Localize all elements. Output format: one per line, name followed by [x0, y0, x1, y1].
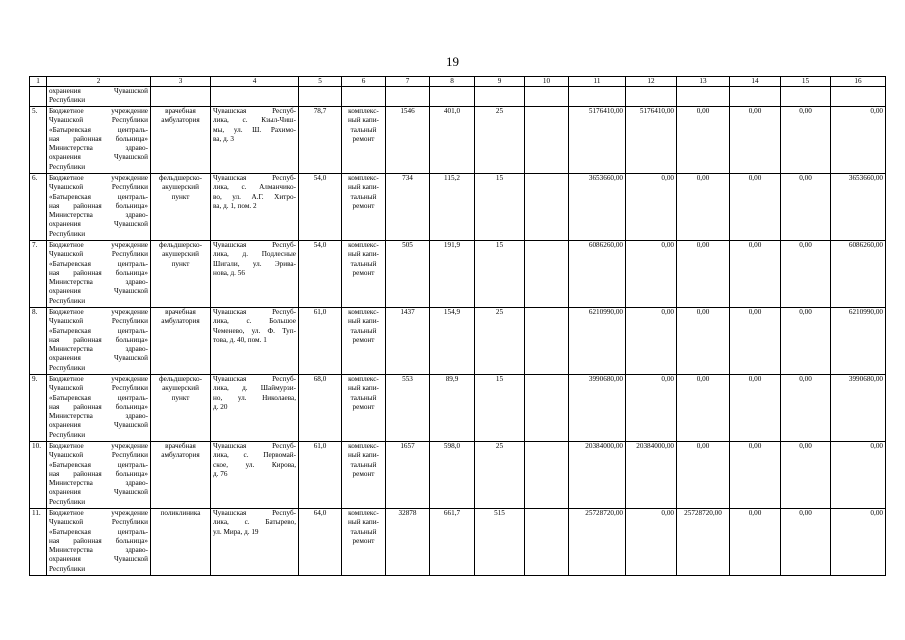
- work-type-line: тальный: [350, 326, 377, 335]
- facility-address: [211, 375, 299, 442]
- facility-address: [211, 107, 299, 174]
- facility-address-line: лика, д. Подлесные: [213, 250, 296, 259]
- work-type-line: комплекс-: [348, 375, 379, 383]
- work-type-line: ремонт: [352, 402, 375, 411]
- row-number: 6.: [30, 174, 47, 241]
- institution-name-line: охранения Чувашской: [49, 488, 148, 497]
- cell-c9: 25: [475, 442, 525, 509]
- institution-name-line: Бюджетное учреждение: [49, 174, 148, 182]
- facility-address-line: ское, ул. Кирова,: [213, 460, 296, 469]
- institution-name-line: Чувашской Республики: [49, 183, 148, 192]
- institution-name-line: «Батыревская централь-: [49, 125, 148, 134]
- institution-name-line: Бюджетное учреждение: [49, 509, 148, 517]
- cell-c8: 89,9: [430, 375, 475, 442]
- work-type-line: тальный: [350, 393, 377, 402]
- facility-type-line: врачебная: [165, 442, 196, 450]
- facility-type-line: акушерский: [162, 250, 199, 259]
- facility-type-line: амбулатория: [161, 116, 200, 125]
- column-header: 12: [626, 77, 677, 87]
- facility-type-line: поликлиника: [160, 509, 201, 517]
- cell-c15: 0,00: [781, 308, 831, 375]
- institution-name-line: Чувашской Республики: [49, 384, 148, 393]
- facility-type-line: пункт: [171, 393, 190, 402]
- facility-address-line: лика, д. Шаймурзи-: [213, 384, 296, 393]
- column-header: 10: [525, 77, 569, 87]
- institution-name-line: ная районная больница»: [49, 469, 148, 478]
- cell-c8: 401,0: [430, 107, 475, 174]
- work-type-line: тальный: [350, 259, 377, 268]
- cell-c12: 20384000,00: [626, 442, 677, 509]
- cell-c14: 0,00: [730, 107, 781, 174]
- cont-name: [47, 87, 151, 107]
- cell-c10: [525, 107, 569, 174]
- table-row: [30, 107, 886, 174]
- institution-name-line: Министерства здраво-: [49, 211, 148, 220]
- row-number: 9.: [30, 375, 47, 442]
- cell-c9: 25: [475, 107, 525, 174]
- institution-name-line: «Батыревская централь-: [49, 393, 148, 402]
- cell-c16: 0,00: [831, 509, 886, 576]
- institution-name-line: Чувашской Республики: [49, 317, 148, 326]
- cell-c10: [525, 174, 569, 241]
- cell-c13: 0,00: [677, 375, 730, 442]
- institution-name-line: охранения Чувашской: [49, 421, 148, 430]
- institution-name-line: Министерства здраво-: [49, 345, 148, 354]
- area-value: 54,0: [299, 174, 342, 241]
- work-type-line: ный капи-: [348, 250, 379, 259]
- area-value: 64,0: [299, 509, 342, 576]
- cell-c12: 0,00: [626, 174, 677, 241]
- institution-name: [47, 174, 151, 241]
- institution-name-line: ная районная больница»: [49, 402, 148, 411]
- facility-address: [211, 308, 299, 375]
- facility-address-line: Чувашская Респуб-: [213, 241, 296, 249]
- work-type: [342, 174, 386, 241]
- work-type-line: ремонт: [352, 201, 375, 210]
- column-header: 1: [30, 77, 47, 87]
- table-row: [30, 308, 886, 375]
- cont-no: [30, 87, 47, 107]
- institution-name-line: «Батыревская централь-: [49, 460, 148, 469]
- facility-address-line: Чувашская Респуб-: [213, 174, 296, 182]
- area-value: 54,0: [299, 241, 342, 308]
- cell-c15: 0,00: [781, 174, 831, 241]
- institution-name-line: охранения Чувашской: [49, 153, 148, 162]
- cell-c11: 6086260,00: [569, 241, 626, 308]
- cell-c14: 0,00: [730, 375, 781, 442]
- facility-type: [151, 308, 211, 375]
- cell-c11: 20384000,00: [569, 442, 626, 509]
- row-number: 7.: [30, 241, 47, 308]
- cell-c13: 0,00: [677, 308, 730, 375]
- cell-c10: [525, 509, 569, 576]
- cell-c7: 1546: [386, 107, 430, 174]
- facility-type-line: пункт: [171, 259, 190, 268]
- cell-c14: 0,00: [730, 308, 781, 375]
- institution-name-line: «Батыревская централь-: [49, 326, 148, 335]
- cell-c16: 6210990,00: [831, 308, 886, 375]
- cell-c15: 0,00: [781, 241, 831, 308]
- institution-name: [47, 375, 151, 442]
- facilities-table: [29, 76, 886, 576]
- institution-name-line: Республики: [49, 162, 86, 171]
- institution-name-line: Бюджетное учреждение: [49, 107, 148, 115]
- cell-c8: 598,0: [430, 442, 475, 509]
- column-header: 7: [386, 77, 430, 87]
- cell-c7: 734: [386, 174, 430, 241]
- cell-c14: 0,00: [730, 442, 781, 509]
- facility-address-line: лика, с. Кзыл-Чиш-: [213, 116, 296, 125]
- cell-c15: 0,00: [781, 107, 831, 174]
- cell-c16: 6086260,00: [831, 241, 886, 308]
- institution-name-line: ная районная больница»: [49, 201, 148, 210]
- institution-name-line: Бюджетное учреждение: [49, 442, 148, 450]
- institution-name-line: охранения Чувашской: [49, 220, 148, 229]
- facility-type-line: врачебная: [165, 107, 196, 115]
- cell-c13: 0,00: [677, 174, 730, 241]
- column-header: 6: [342, 77, 386, 87]
- column-header: 16: [831, 77, 886, 87]
- facility-address: [211, 509, 299, 576]
- cell-c7: 553: [386, 375, 430, 442]
- institution-name-line: ная районная больница»: [49, 268, 148, 277]
- facility-address-line: ва, д. 3: [213, 134, 234, 143]
- cell-c14: 0,00: [730, 509, 781, 576]
- institution-name-line: Чувашской Республики: [49, 250, 148, 259]
- cell-c10: [525, 375, 569, 442]
- cell-c11: 5176410,00: [569, 107, 626, 174]
- facility-address: [211, 442, 299, 509]
- cell-c12: 0,00: [626, 241, 677, 308]
- cell-c16: 0,00: [831, 442, 886, 509]
- column-header: 8: [430, 77, 475, 87]
- facility-address-line: д. 76: [213, 469, 228, 478]
- work-type: [342, 107, 386, 174]
- institution-name-line: охранения Чувашской: [49, 354, 148, 363]
- institution-name-line: Чувашской Республики: [49, 518, 148, 527]
- cell-c15: 0,00: [781, 375, 831, 442]
- cell-c10: [525, 308, 569, 375]
- facility-address-line: Чувашская Респуб-: [213, 375, 296, 383]
- institution-name-line: Чувашской Республики: [49, 116, 148, 125]
- work-type-line: комплекс-: [348, 509, 379, 517]
- facility-type-line: пункт: [171, 192, 190, 201]
- cell-c11: 3653660,00: [569, 174, 626, 241]
- area-value: 61,0: [299, 442, 342, 509]
- facility-address-line: лика, с. Алманчико-: [213, 183, 296, 192]
- cell-c13: 25728720,00: [677, 509, 730, 576]
- institution-name-line: охранения Чувашской: [49, 287, 148, 296]
- column-header: 2: [47, 77, 151, 87]
- work-type-line: ремонт: [352, 536, 375, 545]
- work-type-line: ный капи-: [348, 116, 379, 125]
- work-type-line: ный капи-: [348, 384, 379, 393]
- work-type-line: комплекс-: [348, 241, 379, 249]
- institution-name-line: охранения Чувашской: [49, 555, 148, 564]
- institution-name-line: Республики: [49, 229, 86, 238]
- facility-address-line: ва, д. 1, пом. 2: [213, 201, 257, 210]
- cell-c9: 15: [475, 375, 525, 442]
- facility-address-line: нова, д. 56: [213, 268, 245, 277]
- column-header: 5: [299, 77, 342, 87]
- cell-c13: 0,00: [677, 107, 730, 174]
- facility-address-line: Чувашская Респуб-: [213, 308, 296, 316]
- cell-c11: 25728720,00: [569, 509, 626, 576]
- work-type-line: ный капи-: [348, 518, 379, 527]
- cell-c16: 3990680,00: [831, 375, 886, 442]
- facility-address-line: Чувашская Респуб-: [213, 442, 296, 450]
- cell-c15: 0,00: [781, 509, 831, 576]
- column-header: 15: [781, 77, 831, 87]
- cell-c14: 0,00: [730, 241, 781, 308]
- facility-type-line: фельдшерско-: [159, 375, 202, 383]
- cell-c7: 1657: [386, 442, 430, 509]
- row-number: 11.: [30, 509, 47, 576]
- area-value: 68,0: [299, 375, 342, 442]
- work-type-line: ремонт: [352, 469, 375, 478]
- area-value: 78,7: [299, 107, 342, 174]
- institution-name-line: Республики: [49, 430, 86, 439]
- institution-name-line: Республики: [49, 363, 86, 372]
- page-number: 19: [446, 54, 459, 69]
- column-header: 4: [211, 77, 299, 87]
- facility-type: [151, 375, 211, 442]
- facility-address-line: ул. Мира, д. 19: [213, 527, 259, 536]
- cell-c7: 505: [386, 241, 430, 308]
- cell-c15: 0,00: [781, 442, 831, 509]
- work-type-line: ный капи-: [348, 183, 379, 192]
- institution-name-line: ная районная больница»: [49, 134, 148, 143]
- cell-c16: 0,00: [831, 107, 886, 174]
- institution-name: [47, 241, 151, 308]
- cont-name-line: Республики: [49, 96, 86, 105]
- cell-c13: 0,00: [677, 442, 730, 509]
- cell-c16: 3653660,00: [831, 174, 886, 241]
- institution-name: [47, 509, 151, 576]
- row-number: 5.: [30, 107, 47, 174]
- institution-name-line: Министерства здраво-: [49, 412, 148, 421]
- institution-name-line: Министерства здраво-: [49, 546, 148, 555]
- cell-c8: 191,9: [430, 241, 475, 308]
- facility-address-line: Чувашская Респуб-: [213, 509, 296, 517]
- column-header: 13: [677, 77, 730, 87]
- facility-address-line: Чувашская Респуб-: [213, 107, 296, 115]
- facility-type: [151, 174, 211, 241]
- institution-name-line: Бюджетное учреждение: [49, 241, 148, 249]
- area-value: 61,0: [299, 308, 342, 375]
- work-type-line: комплекс-: [348, 308, 379, 316]
- work-type-line: комплекс-: [348, 174, 379, 182]
- cell-c8: 154,9: [430, 308, 475, 375]
- institution-name-line: Чувашской Республики: [49, 451, 148, 460]
- cell-c10: [525, 442, 569, 509]
- work-type: [342, 509, 386, 576]
- facility-address-line: во, ул. А.Г. Хитро-: [213, 192, 296, 201]
- table-row: [30, 241, 886, 308]
- cell-c12: 0,00: [626, 375, 677, 442]
- cell-c11: 6210990,00: [569, 308, 626, 375]
- cell-c9: 25: [475, 308, 525, 375]
- work-type-line: тальный: [350, 460, 377, 469]
- row-number: 10.: [30, 442, 47, 509]
- work-type: [342, 442, 386, 509]
- work-type: [342, 308, 386, 375]
- institution-name-line: Бюджетное учреждение: [49, 375, 148, 383]
- cell-c7: 1437: [386, 308, 430, 375]
- facility-address-line: но, ул. Николаева,: [213, 393, 296, 402]
- cell-c14: 0,00: [730, 174, 781, 241]
- cell-c8: 115,2: [430, 174, 475, 241]
- cell-c12: 0,00: [626, 308, 677, 375]
- institution-name-line: Республики: [49, 497, 86, 506]
- facility-type: [151, 442, 211, 509]
- work-type-line: тальный: [350, 125, 377, 134]
- cell-c9: 515: [475, 509, 525, 576]
- column-header: 9: [475, 77, 525, 87]
- facility-type-line: амбулатория: [161, 317, 200, 326]
- institution-name-line: ная районная больница»: [49, 536, 148, 545]
- institution-name: [47, 308, 151, 375]
- facility-address-line: лика, с. Первомай-: [213, 451, 296, 460]
- facility-type: [151, 107, 211, 174]
- table-row: [30, 375, 886, 442]
- facility-type: [151, 241, 211, 308]
- work-type-line: комплекс-: [348, 442, 379, 450]
- cont-name-line: охранения Чувашской: [49, 87, 148, 95]
- institution-name-line: «Батыревская централь-: [49, 259, 148, 268]
- facility-address-line: лика, с. Батырево,: [213, 518, 296, 527]
- institution-name-line: Республики: [49, 296, 86, 305]
- work-type-line: ный капи-: [348, 451, 379, 460]
- column-header: 14: [730, 77, 781, 87]
- institution-name-line: Бюджетное учреждение: [49, 308, 148, 316]
- work-type-line: ремонт: [352, 335, 375, 344]
- institution-name: [47, 107, 151, 174]
- column-header: 11: [569, 77, 626, 87]
- header-row: [30, 77, 886, 87]
- facility-address-line: Чеменево, ул. Ф. Туп-: [213, 326, 296, 335]
- work-type: [342, 241, 386, 308]
- facility-type-line: фельдшерско-: [159, 174, 202, 182]
- facility-type: [151, 509, 211, 576]
- table-row: [30, 509, 886, 576]
- facility-address-line: Шигали, ул. Эрива-: [213, 259, 296, 268]
- cell-c10: [525, 241, 569, 308]
- facility-type-line: фельдшерско-: [159, 241, 202, 249]
- institution-name-line: Министерства здраво-: [49, 278, 148, 287]
- cell-c9: 15: [475, 174, 525, 241]
- facility-address-line: д. 20: [213, 402, 228, 411]
- facility-address: [211, 174, 299, 241]
- institution-name-line: ная районная больница»: [49, 335, 148, 344]
- institution-name-line: Министерства здраво-: [49, 479, 148, 488]
- work-type-line: комплекс-: [348, 107, 379, 115]
- table-row: [30, 174, 886, 241]
- work-type-line: тальный: [350, 527, 377, 536]
- cell-c9: 15: [475, 241, 525, 308]
- work-type-line: ремонт: [352, 268, 375, 277]
- cell-c12: 0,00: [626, 509, 677, 576]
- facility-address: [211, 241, 299, 308]
- row-number: 8.: [30, 308, 47, 375]
- facility-type-line: врачебная: [165, 308, 196, 316]
- institution-name-line: Республики: [49, 564, 86, 573]
- work-type: [342, 375, 386, 442]
- cell-c8: 661,7: [430, 509, 475, 576]
- cell-c11: 3990680,00: [569, 375, 626, 442]
- continuation-row: [30, 87, 886, 107]
- work-type-line: тальный: [350, 192, 377, 201]
- facility-address-line: това, д. 40, пом. 1: [213, 335, 267, 344]
- institution-name-line: «Батыревская централь-: [49, 192, 148, 201]
- facility-address-line: мы, ул. Ш. Рахимо-: [213, 125, 296, 134]
- table-body: [30, 87, 886, 576]
- institution-name-line: «Батыревская централь-: [49, 527, 148, 536]
- facility-type-line: амбулатория: [161, 451, 200, 460]
- cell-c12: 5176410,00: [626, 107, 677, 174]
- facility-address-line: лика, с. Большое: [213, 317, 296, 326]
- facility-type-line: акушерский: [162, 384, 199, 393]
- institution-name-line: Министерства здраво-: [49, 144, 148, 153]
- column-header: 3: [151, 77, 211, 87]
- work-type-line: ремонт: [352, 134, 375, 143]
- institution-name: [47, 442, 151, 509]
- facility-type-line: акушерский: [162, 183, 199, 192]
- work-type-line: ный капи-: [348, 317, 379, 326]
- cell-c7: 32878: [386, 509, 430, 576]
- cell-c13: 0,00: [677, 241, 730, 308]
- table-row: [30, 442, 886, 509]
